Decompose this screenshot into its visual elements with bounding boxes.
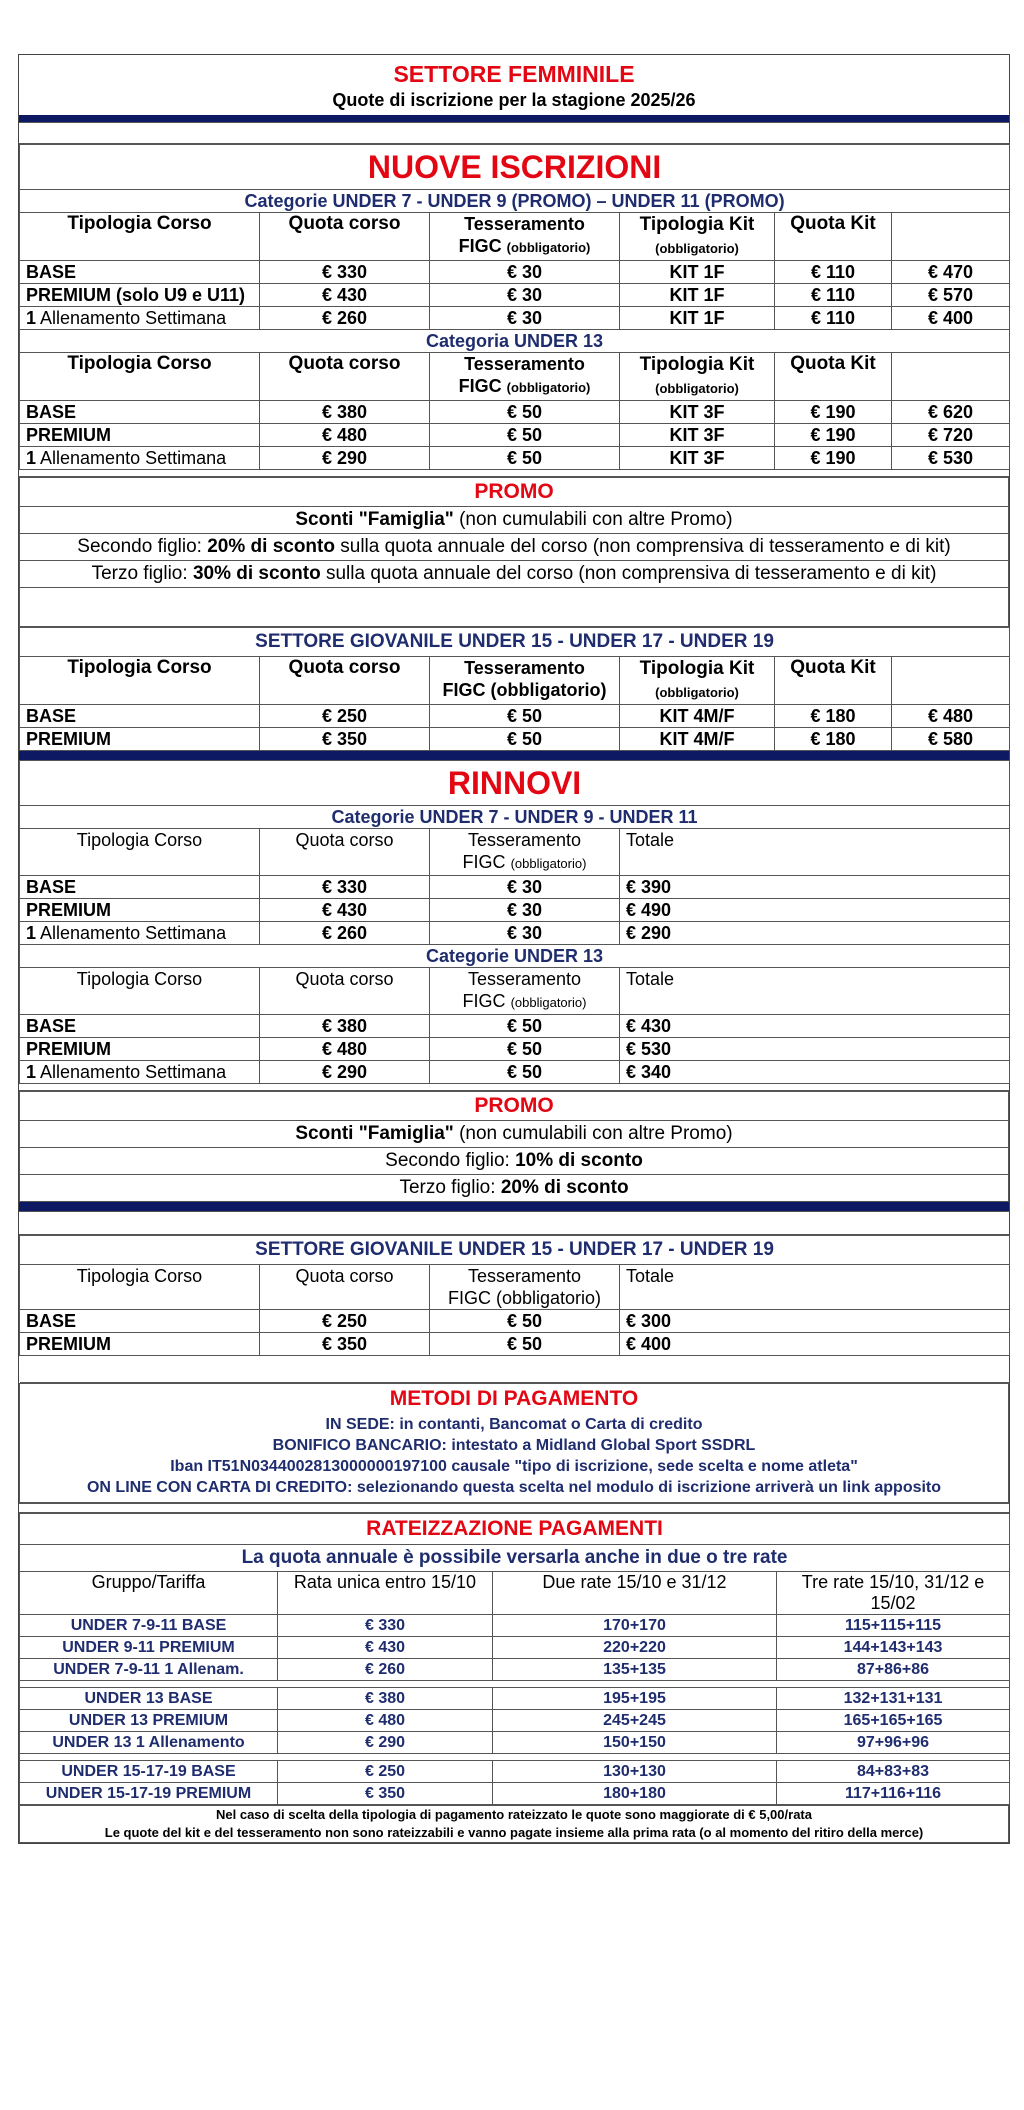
col-tesseramento [430,353,620,401]
col-kit-obb: (obbligatorio) [655,241,739,256]
col-tesseramento [430,829,620,876]
row-label: BASE [20,261,260,284]
row-label-number: 1 [26,448,37,468]
col-quota: Quota corso [260,1265,430,1310]
col-tess-line2: FIGC [458,236,502,256]
table-row [20,728,1010,751]
col-tess-line2: FIGC (obbligatorio) [442,680,607,700]
row-label: PREMIUM [20,1038,260,1061]
total-value: € 390 [620,876,1010,899]
promo-second-c: sulla quota annuale del corso (non comprensiva di tesseramento e di kit) [334,536,951,557]
total-value: € 480 [892,705,1010,728]
season-subtitle: Quote di iscrizione per la stagione 2025/26 [332,90,696,110]
new-registrations-table [19,144,1010,470]
total-value: € 400 [892,307,1010,330]
column-header-row [20,657,1010,705]
quota-value: € 290 [260,447,430,470]
col-tesseramento [430,213,620,261]
row-label [20,922,260,945]
col-quota-kit: Quota Kit [775,657,892,705]
col-kit [620,657,775,705]
spacer-row [19,470,1009,477]
total-value: € 300 [620,1310,1010,1333]
column-header-row [20,1572,1010,1615]
promo-line-third [20,561,1009,588]
promo-family-bold: Sconti "Famiglia" [295,509,454,530]
category-heading: Categorie UNDER 13 [20,945,1010,968]
two-installments: 135+135 [493,1659,777,1681]
quota-value: € 430 [260,284,430,307]
three-installments: 97+96+96 [777,1732,1010,1754]
single-payment: € 250 [278,1761,493,1783]
table-row [20,1615,1010,1637]
tesseramento-value: € 50 [430,424,620,447]
group-name: UNDER 15-17-19 PREMIUM [20,1783,278,1805]
total-value: € 530 [620,1038,1010,1061]
promo-line-family [20,1121,1009,1148]
col-tesseramento [430,657,620,705]
quota-value: € 480 [260,424,430,447]
single-payment: € 480 [278,1710,493,1732]
promo-third-b: 30% di sconto [192,563,321,584]
total-value: € 430 [620,1015,1010,1038]
col-quota-kit: Quota Kit [775,213,892,261]
table-row [20,1637,1010,1659]
promo-third-c: sulla quota annuale del corso (non comprensiva di tesseramento e di kit) [320,563,937,584]
tesseramento-value: € 50 [430,447,620,470]
group-name: UNDER 13 PREMIUM [20,1710,278,1732]
table-row [20,424,1010,447]
tesseramento-value: € 30 [430,899,620,922]
table-row [20,1659,1010,1681]
col-tess-obb: (obbligatorio) [506,240,591,255]
quota-value: € 250 [260,705,430,728]
quota-value: € 430 [260,899,430,922]
quota-value: € 380 [260,401,430,424]
divider-band [19,115,1009,122]
table-row [20,261,1010,284]
promo-line-third [20,1175,1009,1202]
table-row [20,1061,1010,1084]
quota-value: € 290 [260,1061,430,1084]
col-quota-kit: Quota Kit [775,353,892,401]
promo-renewal-table [19,1091,1009,1202]
youth-new-table [19,627,1010,751]
column-header-row [20,1265,1010,1310]
col-tess-line2: FIGC [462,852,506,872]
row-label [20,1061,260,1084]
quota-kit-value: € 190 [775,447,892,470]
quota-value: € 350 [260,728,430,751]
row-label: PREMIUM [20,728,260,751]
quota-value: € 250 [260,1310,430,1333]
row-label-number: 1 [26,923,37,943]
promo-second-a: Secondo figlio: [77,536,208,557]
group-name: UNDER 7-9-11 BASE [20,1615,278,1637]
col-tesseramento [430,1265,620,1310]
category-heading: Categorie UNDER 7 - UNDER 9 - UNDER 11 [20,806,1010,829]
two-installments: 220+220 [493,1637,777,1659]
quota-value: € 380 [260,1015,430,1038]
table-row [20,284,1010,307]
group-name: UNDER 9-11 PREMIUM [20,1637,278,1659]
col-kit [620,213,775,261]
quota-value: € 330 [260,261,430,284]
col-tipologia: Tipologia Corso [20,829,260,876]
table-row [20,1038,1010,1061]
row-label: PREMIUM (solo U9 e U11) [20,284,260,307]
col-totale: Totale [620,1265,1010,1310]
spacer-row [19,1504,1009,1513]
col-kit-line1: Tipologia Kit [639,214,755,235]
spacer-row [20,588,1009,627]
youth-renewal-table [19,1235,1010,1383]
column-header-row [20,353,1010,401]
promo-second-b: 10% di sconto [515,1150,643,1171]
tesseramento-value: € 50 [430,728,620,751]
table-row [20,1783,1010,1805]
single-payment: € 330 [278,1615,493,1637]
row-label [20,447,260,470]
total-value: € 490 [620,899,1010,922]
col-due-rate: Due rate 15/10 e 31/12 [493,1572,777,1615]
quota-value: € 480 [260,1038,430,1061]
quota-kit-value: € 190 [775,401,892,424]
three-installments: 117+116+116 [777,1783,1010,1805]
tesseramento-value: € 50 [430,1061,620,1084]
promo-third-a: Terzo figlio: [399,1177,501,1198]
col-kit [620,353,775,401]
row-label: PREMIUM [20,899,260,922]
total-value: € 580 [892,728,1010,751]
spacer-row [19,1212,1009,1235]
promo-family-bold: Sconti "Famiglia" [295,1123,454,1144]
total-value: € 570 [892,284,1010,307]
col-kit-obb: (obbligatorio) [655,685,739,700]
table-row [20,922,1010,945]
category-heading: Categorie UNDER 7 - UNDER 9 (PROMO) – UNDER 11 (PROMO) [20,190,1010,213]
col-tess-line2: FIGC [458,376,502,396]
installments-notes [19,1805,1009,1843]
table-row [20,899,1010,922]
header-table [19,55,1009,115]
row-label: BASE [20,1310,260,1333]
promo-third-a: Terzo figlio: [91,563,193,584]
col-tess-line1: Tesseramento [464,214,585,234]
table-row [20,876,1010,899]
group-name: UNDER 13 BASE [20,1688,278,1710]
group-name: UNDER 13 1 Allenamento [20,1732,278,1754]
row-label-text: Allenamento Settimana [36,1062,227,1082]
spacer-row [20,1681,1010,1688]
column-header-row [20,213,1010,261]
col-totale: Totale [620,829,1010,876]
kit-value: KIT 1F [620,307,775,330]
tesseramento-value: € 50 [430,1038,620,1061]
divider-band [19,751,1009,760]
promo-title: PROMO [20,478,1009,507]
group-name: UNDER 15-17-19 BASE [20,1761,278,1783]
three-installments: 87+86+86 [777,1659,1010,1681]
row-label: BASE [20,401,260,424]
quota-kit-value: € 190 [775,424,892,447]
renewals-table [19,760,1010,1084]
table-row [20,1688,1010,1710]
row-label-number: 1 [26,1062,37,1082]
col-totale-empty [892,657,1010,705]
column-header-row [20,829,1010,876]
table-row [20,447,1010,470]
col-tipologia: Tipologia Corso [20,968,260,1015]
note-kit: Le quote del kit e del tesseramento non sono rateizzabili e vanno pagate insieme alla prima rata (o al momento del ritiro della merce) [20,1824,1009,1843]
single-payment: € 290 [278,1732,493,1754]
promo-line-second [20,1148,1009,1175]
col-quota: Quota corso [260,968,430,1015]
quota-value: € 350 [260,1333,430,1356]
col-quota: Quota corso [260,353,430,401]
kit-value: KIT 3F [620,424,775,447]
col-tesseramento [430,968,620,1015]
kit-value: KIT 3F [620,447,775,470]
table-row [20,1333,1010,1356]
tesseramento-value: € 50 [430,1310,620,1333]
total-value: € 720 [892,424,1010,447]
three-installments: 84+83+83 [777,1761,1010,1783]
col-totale: Totale [620,968,1010,1015]
two-installments: 150+150 [493,1732,777,1754]
three-installments: 144+143+143 [777,1637,1010,1659]
table-row [20,1732,1010,1754]
col-tipologia: Tipologia Corso [20,213,260,261]
installments-table [19,1513,1010,1805]
single-payment: € 430 [278,1637,493,1659]
three-installments: 115+115+115 [777,1615,1010,1637]
youth-title: SETTORE GIOVANILE UNDER 15 - UNDER 17 - UNDER 19 [20,628,1010,657]
total-value: € 290 [620,922,1010,945]
renewals-title: RINNOVI [20,761,1010,806]
col-totale-empty [892,213,1010,261]
tesseramento-value: € 50 [430,401,620,424]
col-kit-line1: Tipologia Kit [639,354,755,375]
tesseramento-value: € 30 [430,922,620,945]
promo-second-b: 20% di sconto [207,536,335,557]
col-tess-obb: (obbligatorio) [510,856,587,871]
payment-methods-table [19,1383,1009,1503]
quota-value: € 260 [260,307,430,330]
kit-value: KIT 4M/F [620,705,775,728]
tesseramento-value: € 50 [430,705,620,728]
table-row [20,1310,1010,1333]
col-gruppo: Gruppo/Tariffa [20,1572,278,1615]
table-row [20,1015,1010,1038]
row-label [20,307,260,330]
two-installments: 195+195 [493,1688,777,1710]
col-tess-line2: FIGC (obbligatorio) [447,1288,602,1308]
two-installments: 245+245 [493,1710,777,1732]
table-row [20,401,1010,424]
divider-band [19,1202,1009,1211]
kit-value: KIT 4M/F [620,728,775,751]
single-payment: € 380 [278,1688,493,1710]
quota-value: € 330 [260,876,430,899]
row-label-text: Allenamento Settimana [36,308,227,328]
new-registrations-title: NUOVE ISCRIZIONI [20,145,1010,190]
total-value: € 530 [892,447,1010,470]
tesseramento-value: € 30 [430,261,620,284]
single-payment: € 260 [278,1659,493,1681]
row-label: PREMIUM [20,1333,260,1356]
note-surcharge: Nel caso di scelta della tipologia di pagamento rateizzato le quote sono maggiorate di € 5,00/rata [20,1806,1009,1825]
column-header-row [20,968,1010,1015]
tesseramento-value: € 30 [430,876,620,899]
spacer-row [20,1356,1010,1383]
spacer-row [19,123,1009,144]
col-tess-line1: Tesseramento [467,969,582,989]
three-installments: 132+131+131 [777,1688,1010,1710]
col-rata-unica: Rata unica entro 15/10 [278,1572,493,1615]
two-installments: 170+170 [493,1615,777,1637]
payment-title: METODI DI PAGAMENTO [20,1384,1009,1415]
quota-kit-value: € 180 [775,728,892,751]
kit-value: KIT 1F [620,284,775,307]
promo-line-second [20,534,1009,561]
col-tess-obb: (obbligatorio) [506,380,591,395]
row-label-number: 1 [26,308,37,328]
kit-value: KIT 1F [620,261,775,284]
quota-kit-value: € 110 [775,307,892,330]
total-value: € 620 [892,401,1010,424]
row-label-text: Allenamento Settimana [36,923,227,943]
total-value: € 340 [620,1061,1010,1084]
total-value: € 470 [892,261,1010,284]
three-installments: 165+165+165 [777,1710,1010,1732]
section-title: SETTORE FEMMINILE [393,61,635,87]
promo-third-b: 20% di sconto [500,1177,629,1198]
col-kit-obb: (obbligatorio) [655,381,739,396]
tesseramento-value: € 30 [430,284,620,307]
tesseramento-value: € 30 [430,307,620,330]
quota-kit-value: € 180 [775,705,892,728]
quota-kit-value: € 110 [775,284,892,307]
payment-line: BONIFICO BANCARIO: intestato a Midland Global Sport SSDRL [272,1437,756,1454]
col-tess-line1: Tesseramento [467,830,582,850]
total-value: € 400 [620,1333,1010,1356]
tesseramento-value: € 50 [430,1015,620,1038]
col-tess-line1: Tesseramento [464,658,585,678]
col-quota: Quota corso [260,829,430,876]
table-row [20,307,1010,330]
row-label: BASE [20,1015,260,1038]
row-label: PREMIUM [20,424,260,447]
col-tess-obb: (obbligatorio) [510,995,587,1010]
installments-subtitle: La quota annuale è possibile versarla anche in due o tre rate [20,1545,1010,1572]
payment-line: ON LINE CON CARTA DI CREDITO: selezionando questa scelta nel modulo di iscrizione arriverà un link apposito [86,1479,942,1496]
col-tre-rate: Tre rate 15/10, 31/12 e 15/02 [777,1572,1010,1615]
col-tipologia: Tipologia Corso [20,657,260,705]
col-tess-line2: FIGC [462,991,506,1011]
promo-line-family [20,507,1009,534]
col-totale-empty [892,353,1010,401]
youth-title: SETTORE GIOVANILE UNDER 15 - UNDER 17 - UNDER 19 [20,1236,1010,1265]
quota-value: € 260 [260,922,430,945]
spacer-row [20,1754,1010,1761]
kit-value: KIT 3F [620,401,775,424]
payment-line: IN SEDE: in contanti, Bancomat o Carta di credito [325,1416,703,1433]
col-kit-line1: Tipologia Kit [639,658,755,679]
promo-second-a: Secondo figlio: [385,1150,516,1171]
quota-kit-value: € 110 [775,261,892,284]
tesseramento-value: € 50 [430,1333,620,1356]
two-installments: 130+130 [493,1761,777,1783]
promo-family-rest: (non cumulabili con altre Promo) [453,509,733,530]
payment-lines [20,1414,1009,1503]
promo-new-table [19,477,1009,627]
row-label-text: Allenamento Settimana [36,448,227,468]
payment-line: Iban IT51N0344002813000000197100 causale "tipo di iscrizione, sede scelta e nome atleta" [170,1458,858,1475]
col-tipologia: Tipologia Corso [20,1265,260,1310]
col-tess-line1: Tesseramento [464,354,585,374]
category-heading: Categoria UNDER 13 [20,330,1010,353]
spacer-row [19,1084,1009,1091]
installments-title: RATEIZZAZIONE PAGAMENTI [20,1514,1010,1545]
col-tess-line1: Tesseramento [467,1266,582,1286]
table-row [20,1710,1010,1732]
group-name: UNDER 7-9-11 1 Allenam. [20,1659,278,1681]
row-label: BASE [20,705,260,728]
two-installments: 180+180 [493,1783,777,1805]
col-tipologia: Tipologia Corso [20,353,260,401]
col-quota: Quota corso [260,657,430,705]
fee-sheet [18,54,1010,1844]
single-payment: € 350 [278,1783,493,1805]
table-row [20,705,1010,728]
promo-title: PROMO [20,1092,1009,1121]
row-label: BASE [20,876,260,899]
table-row [20,1761,1010,1783]
promo-family-rest: (non cumulabili con altre Promo) [453,1123,733,1144]
col-quota: Quota corso [260,213,430,261]
